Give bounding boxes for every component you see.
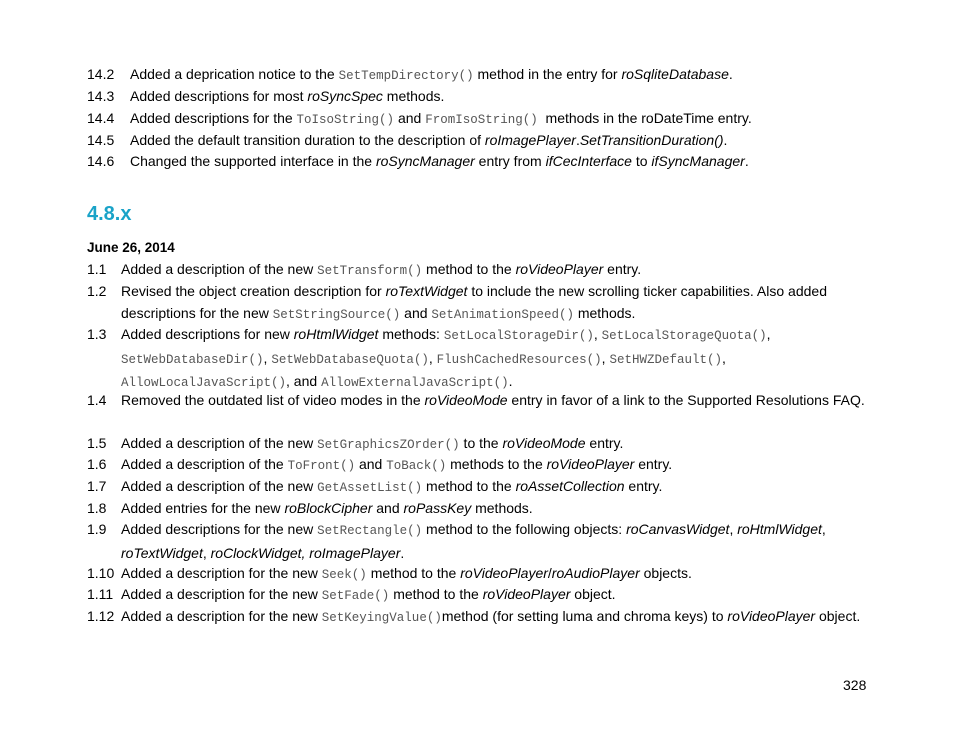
list-item: 1.4 Removed the outdated list of video modes in the roVideoMode entry in favor of a link to the Supported Resolutions FAQ. xyxy=(87,392,865,408)
list-item: 14.5 Added the default transition duration to the description of roImagePlayer.SetTransitionDuration(). xyxy=(87,130,877,152)
list-item: 1.3 Added descriptions for new roHtmlWidget methods: SetLocalStorageDir(), SetLocalStorageQuota(), SetWebDatabaseDir(), SetWebDatabaseQuota(), FlushCachedResources(), SetHWZDefault(), AllowLocalJavaScript(), and AllowExternalJavaScript(). xyxy=(87,326,771,391)
list-item: 1.12 Added a description for the new SetKeyingValue()method (for setting luma and chroma keys) to roVideoPlayer object. xyxy=(87,608,861,625)
list-item: 14.2 Added a deprication notice to the SetTempDirectory() method in the entry for roSqliteDatabase. xyxy=(87,64,877,88)
list-item: 1.2 Revised the object creation description for roTextWidget to include the new scrolling ticker capabilities. Also added descriptions for the new SetStringSource() and SetAnimationSpeed() methods. xyxy=(87,283,827,322)
list-item: 1.7 Added a description of the new GetAssetList() method to the roAssetCollection entry. xyxy=(87,478,663,495)
item-number: 14.4 xyxy=(87,110,115,126)
section-heading: 4.8.x xyxy=(87,203,132,225)
list-item: 14.4 Added descriptions for the ToIsoString() and FromIsoString() methods in the roDateTime entry. xyxy=(87,108,877,132)
list-item: 1.8 Added entries for the new roBlockCipher and roPassKey methods. xyxy=(87,500,533,516)
page-number: 328 xyxy=(843,677,867,693)
list-item: 1.11 Added a description for the new SetFade() method to the roVideoPlayer object. xyxy=(87,586,616,603)
list-item: 14.3 Added descriptions for most roSyncSpec methods. xyxy=(87,86,877,108)
item-number: 14.6 xyxy=(87,153,115,169)
list-item: 14.6 Changed the supported interface in the roSyncManager entry from ifCecInterface to ifSyncManager. xyxy=(87,151,877,173)
item-number: 14.5 xyxy=(87,132,115,148)
item-number: 14.3 xyxy=(87,88,115,104)
item-number: 14.2 xyxy=(87,66,115,82)
list-item: 1.9 Added descriptions for the new SetRectangle() method to the following objects: roCanvasWidget, roHtmlWidget, roTextWidget, roClockWidget, roImagePlayer. xyxy=(87,521,826,561)
list-item: 1.6 Added a description of the ToFront() and ToBack() methods to the roVideoPlayer entry. xyxy=(87,456,673,473)
list-item: 1.5 Added a description of the new SetGraphicsZOrder() to the roVideoMode entry. xyxy=(87,435,624,452)
section-date: June 26, 2014 xyxy=(87,240,175,255)
code-text: SetTempDirectory() xyxy=(338,69,474,83)
list-item: 1.1 Added a description of the new SetTransform() method to the roVideoPlayer entry. xyxy=(87,261,642,278)
list-item: 1.10 Added a description for the new Seek() method to the roVideoPlayer/roAudioPlayer objects. xyxy=(87,565,692,582)
